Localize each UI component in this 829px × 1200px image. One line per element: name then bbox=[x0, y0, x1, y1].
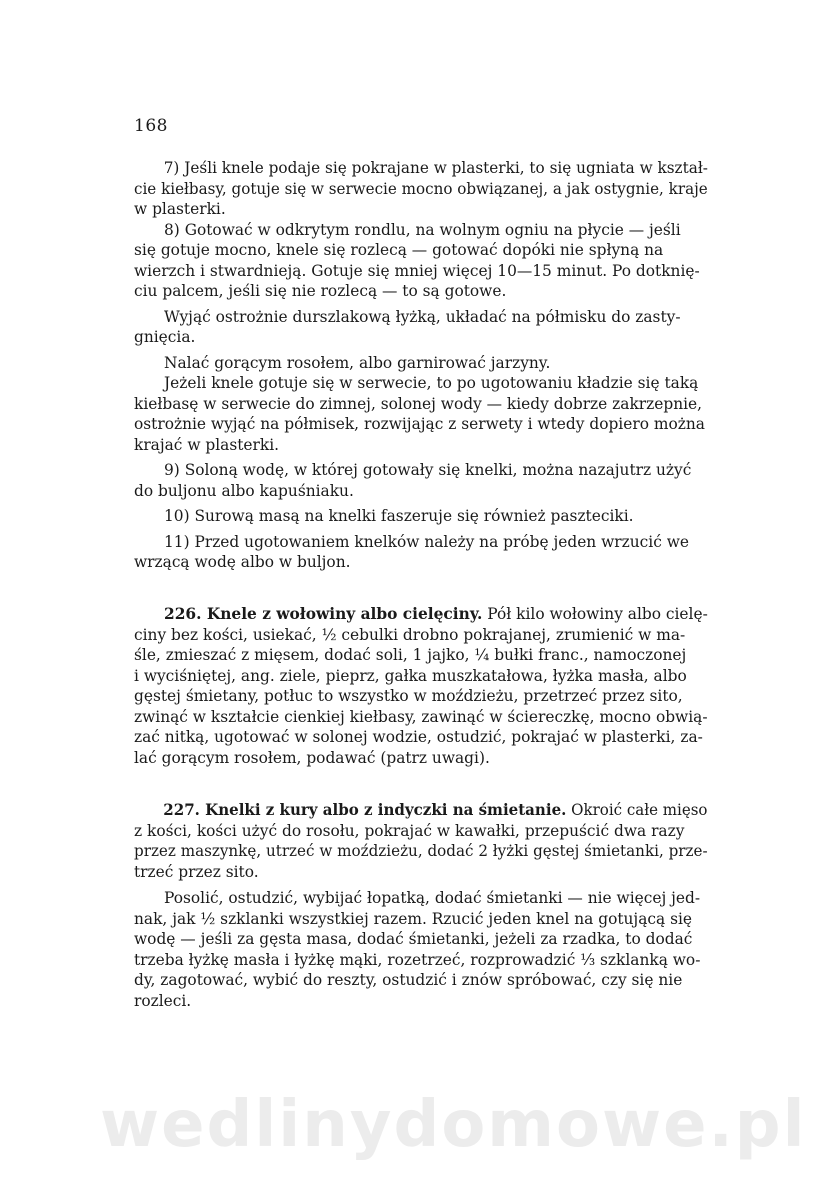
text-line: śle, zmieszać z mięsem, dodać soli, 1 jajko, ¼ bułki franc., namoczonej bbox=[134, 646, 687, 664]
text-line: ostrożnie wyjąć na półmisek, rozwijając z serwety i wtedy dopiero można bbox=[134, 415, 705, 433]
text-line: ciny bez kości, usiekać, ½ cebulki drobno pokrajanej, zrumienić w ma- bbox=[134, 625, 686, 644]
text-line: Wyjąć ostrożnie durszlakową łyżką, układać na półmisku do zasty- bbox=[164, 307, 681, 326]
text-line: nak, jak ½ szklanki wszystkiej razem. Rzucić jeden knel na gotującą się bbox=[134, 909, 692, 928]
notes-section bbox=[134, 158, 708, 573]
text-line: do buljonu albo kapuśniaku. bbox=[134, 481, 354, 500]
text-line: Posolić, ostudzić, wybijać łopatką, dodać śmietanki — nie więcej jed- bbox=[164, 889, 701, 907]
text-line: rozleci. bbox=[134, 991, 192, 1010]
text-line: zać nitką, ugotować w solonej wodzie, ostudzić, pokrajać w plasterki, za- bbox=[134, 728, 703, 746]
text-line: przez maszynkę, utrzeć w moździeżu, dodać 2 łyżki gęstej śmietanki, prze- bbox=[134, 842, 708, 860]
recipe-226 bbox=[134, 604, 708, 768]
text-line: 7) Jeśli knele podaje się pokrajane w plasterki, to się ugniata w kształ- bbox=[163, 159, 708, 177]
text-line: cie kiełbasy, gotuje się w serwecie mocno obwiązanej, a jak ostygnie, kraje bbox=[134, 179, 708, 198]
text-line: wierzch i stwardnieją. Gotuje się mniej więcej 10—15 minut. Po dotknię- bbox=[134, 261, 700, 280]
text-line: wrzącą wodę albo w buljon. bbox=[134, 553, 351, 571]
recipe-first-line bbox=[134, 800, 708, 821]
recipe-first-line bbox=[134, 604, 708, 625]
page-number: 168 bbox=[134, 116, 168, 136]
text-line: i wyciśniętej, ang. ziele, pieprz, gałka muszkatałowa, łyżka masła, albo bbox=[134, 666, 687, 685]
text-line: trzeć przez sito. bbox=[134, 862, 259, 881]
text-line: wodę — jeśli za gęsta masa, dodać śmietanki, jeżeli za rzadka, to dodać bbox=[134, 930, 693, 948]
text-line: trzeba łyżkę masła i łyżkę mąki, rozetrzeć, rozprowadzić ⅓ szklanką wo- bbox=[134, 950, 701, 969]
recipe-text: Okroić całe mięso bbox=[566, 801, 708, 819]
text-line: lać gorącym rosołem, podawać (patrz uwagi). bbox=[134, 748, 490, 767]
text-line: 9) Soloną wodę, w której gotowały się knelki, można nazajutrz użyć bbox=[164, 461, 692, 479]
recipe-227 bbox=[134, 800, 708, 1011]
text-line: Jeżeli knele gotuje się w serwecie, to po ugotowaniu kładzie się taką bbox=[164, 374, 699, 392]
text-line: się gotuje mocno, knele się rozlecą — gotować dopóki nie spłyną na bbox=[134, 241, 664, 259]
text-line: gęstej śmietany, potłuc to wszystko w moździeżu, przetrzeć przez sito, bbox=[134, 687, 683, 705]
text-line: ciu palcem, jeśli się nie rozlecą — to są gotowe. bbox=[134, 282, 507, 300]
watermark: wedlinydomowe.pl bbox=[100, 1088, 807, 1162]
text-line: zwinąć w kształcie cienkiej kiełbasy, zawinąć w ściereczkę, mocno obwią- bbox=[134, 707, 708, 726]
text-line: gnięcia. bbox=[134, 328, 196, 346]
recipe-title: 227. Knelki z kury albo z indyczki na śmietanie. bbox=[163, 801, 567, 819]
recipe-title: 226. Knele z wołowiny albo cielęciny. bbox=[164, 605, 483, 623]
text-line: 8) Gotować w odkrytym rondlu, na wolnym ogniu na płycie — jeśli bbox=[164, 220, 681, 239]
text-line: w plasterki. bbox=[134, 200, 226, 218]
text-line: dy, zagotować, wybić do reszty, ostudzić i znów spróbować, czy się nie bbox=[134, 971, 683, 989]
text-line: 11) Przed ugotowaniem knelków należy na próbę jeden wrzucić we bbox=[164, 532, 689, 551]
text-line: krajać w plasterki. bbox=[134, 435, 280, 454]
recipe-text: Pół kilo wołowiny albo cielę- bbox=[482, 605, 708, 623]
text-line: Nalać gorącym rosołem, albo garnirować jarzyny. bbox=[164, 353, 551, 372]
text-line: z kości, kości użyć do rosołu, pokrajać w kawałki, przepuścić dwa razy bbox=[134, 821, 685, 840]
text-line: 10) Surową masą na knelki faszeruje się również paszteciki. bbox=[164, 507, 634, 525]
text-line: kiełbasę w serwecie do zimnej, solonej wody — kiedy dobrze zakrzepnie, bbox=[134, 394, 703, 413]
